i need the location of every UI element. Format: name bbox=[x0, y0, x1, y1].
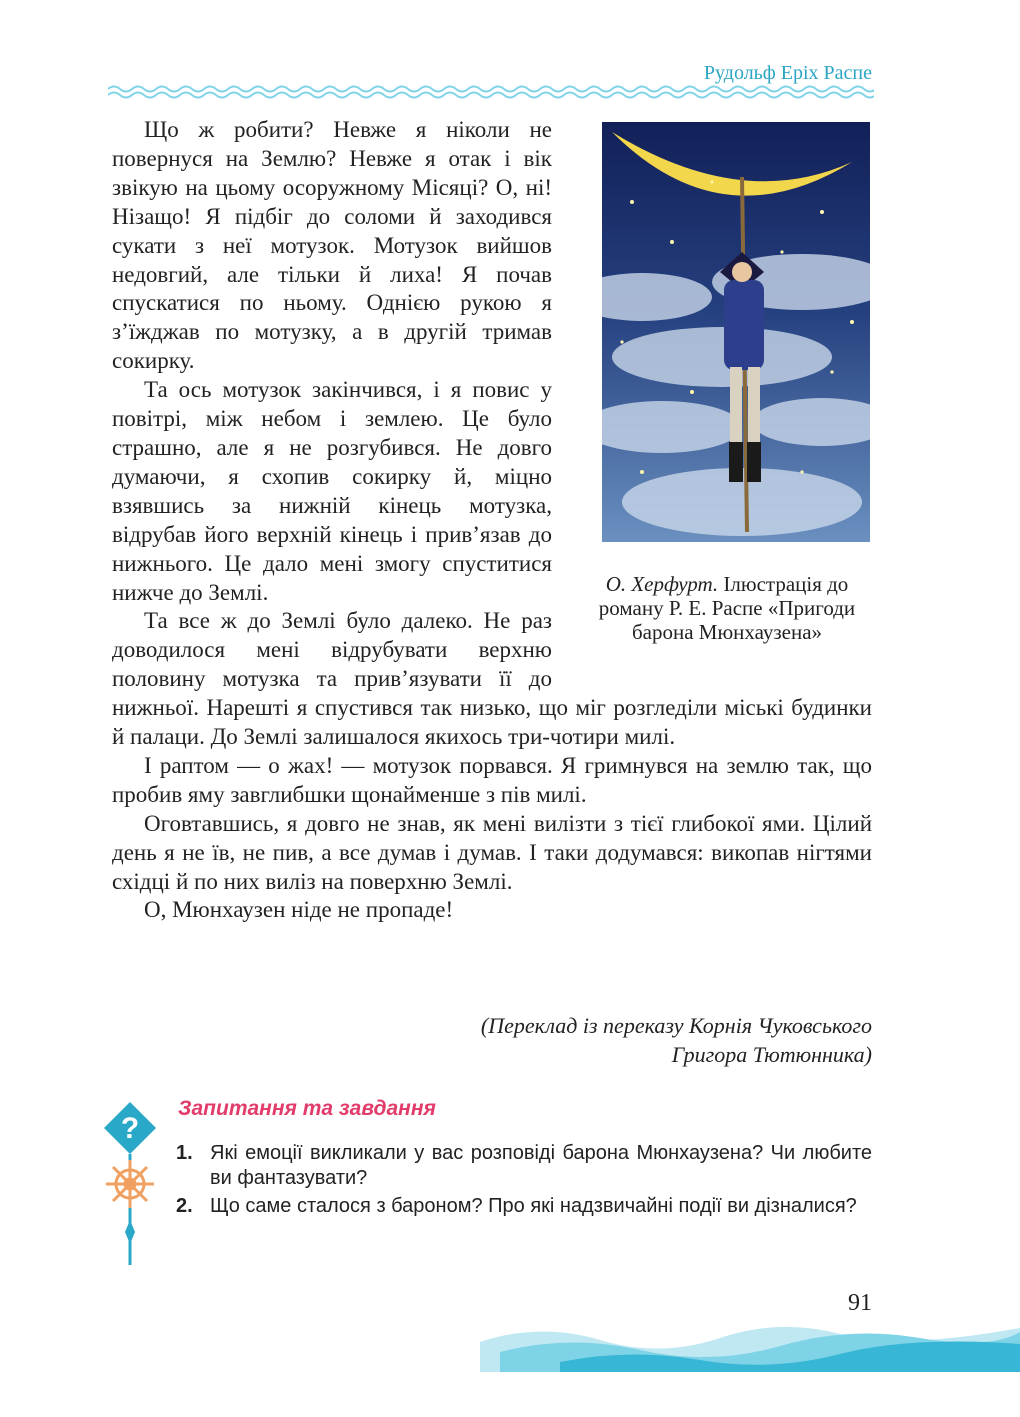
question-text: Що саме сталося з бароном? Про які надзвичайні події ви дізналися? bbox=[210, 1195, 857, 1217]
svg-text:?: ? bbox=[120, 1112, 140, 1145]
translation-line-2: Григора Тютюнника) bbox=[671, 1042, 872, 1067]
paragraph-5: Оговтавшись, я довго не знав, як мені вилізти з тієї глибокої ями. Цілий день я не їв, не пив, а все думав і думав. І таки додумався: викопав нігтями східці й по них виліз на поверхню Землі. bbox=[112, 810, 872, 894]
question-number: 2. bbox=[176, 1195, 193, 1217]
questions-title: Запитання та завдання bbox=[178, 1097, 436, 1120]
paragraph-2: Та ось мотузок закінчився, і я повис у повітрі, між небом і землею. Це було страшно, але я не розгубився. Не довго думаючи, я схопив сокирку й, міцно взявшись за нижній кінець мотузка, відрубав його верхній кінець і прив’язав до нижнього. Це дало мені змогу спуститися нижче до Землі. bbox=[112, 377, 552, 605]
question-item bbox=[176, 1194, 872, 1219]
figure-caption bbox=[582, 572, 872, 644]
caption-text: Ілюстрація до роману Р. Е. Распе «Пригоди барона Мюнхаузена» bbox=[598, 571, 856, 644]
story-text bbox=[112, 116, 872, 925]
bottom-wave-decoration bbox=[480, 1322, 1020, 1372]
question-item bbox=[176, 1141, 872, 1191]
questions-list bbox=[176, 1141, 872, 1222]
paragraph-4: І раптом — о жах! — мотузок порвався. Я гримнувся на землю так, що пробив яму завглибшки щонайменше з пів милі. bbox=[112, 752, 872, 807]
caption-author: О. Херфурт. bbox=[605, 571, 719, 596]
top-wave-decoration bbox=[108, 84, 874, 100]
question-helm-icon bbox=[98, 1100, 162, 1270]
illustration-baron-on-rope bbox=[602, 122, 870, 542]
paragraph-6: О, Мюнхаузен ніде не пропаде! bbox=[144, 897, 454, 923]
paragraph-3: Та все ж до Землі було далеко. Не раз доводилося мені відрубувати верхню половину мотузка та прив’язувати її до нижньої. Нарешті я спустився так низько, що міг розгледіли міські будинки й палаци. До Землі залишалося якихось три-чотири милі. bbox=[112, 608, 872, 750]
translation-credit bbox=[481, 1011, 872, 1069]
figure bbox=[572, 116, 872, 672]
page-number: 91 bbox=[848, 1290, 872, 1316]
question-text: Які емоції викликали у вас розповіді барона Мюнхаузена? Чи любите ви фантазувати? bbox=[210, 1142, 872, 1189]
paragraph-1: Що ж робити? Невже я ніколи не повернуся на Землю? Невже я отак і вік звікую на цьому осоружному Місяці? О, ні! Нізащо! Я підбіг до соломи й заходився сукати з неї мотузок. Мотузок вийшов недовгий, але тільки й лиха! Я почав спускатися по ньому. Однією рукою я з’їжджав по мотузку, а в другій тримав сокирку. bbox=[112, 117, 552, 374]
translation-line-1: (Переклад із переказу Корнія Чуковського bbox=[480, 1013, 872, 1038]
running-header: Рудольф Еріх Распе bbox=[703, 62, 872, 84]
question-number: 1. bbox=[176, 1142, 193, 1164]
